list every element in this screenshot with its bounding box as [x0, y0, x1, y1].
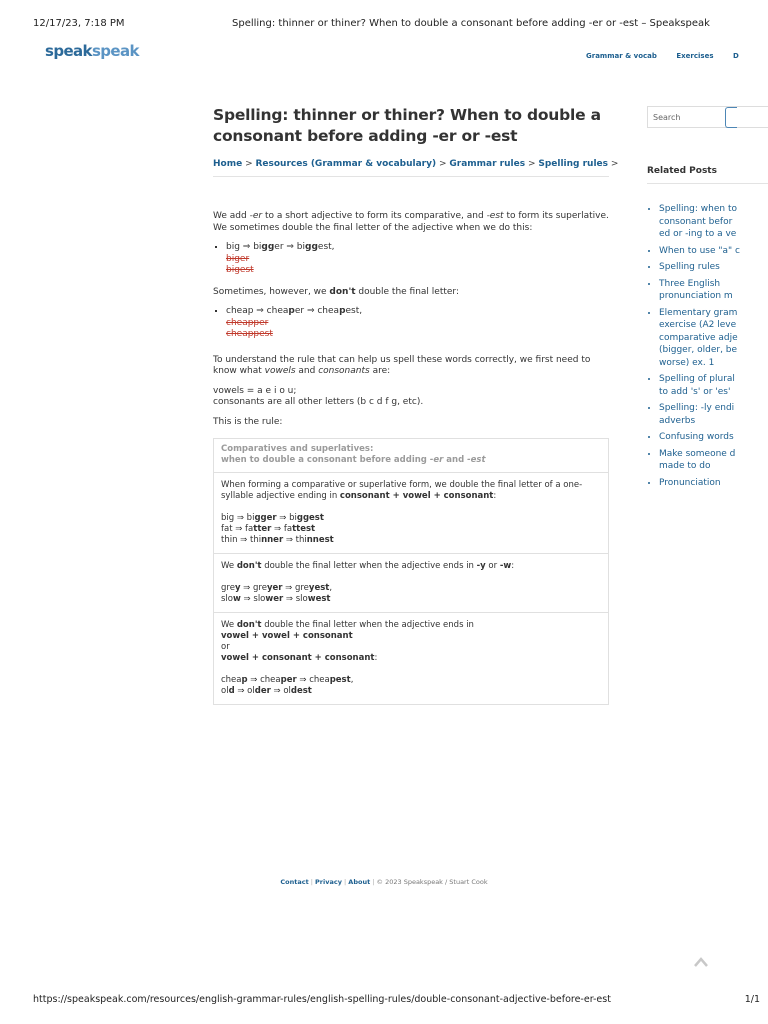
- print-header: [0, 18, 768, 32]
- text: -est: [486, 211, 504, 221]
- text: ⇒ chea: [247, 675, 281, 685]
- text: -er: [249, 211, 263, 221]
- text: p: [339, 306, 346, 316]
- text: dest: [290, 686, 312, 696]
- text: wer: [265, 594, 284, 604]
- nav-exercises[interactable]: Exercises: [676, 52, 714, 60]
- understand-paragraph: [213, 355, 609, 378]
- divider: [647, 183, 768, 184]
- text: nnest: [306, 535, 334, 545]
- text: er ⇒ chea: [294, 306, 340, 316]
- related-post-link[interactable]: • When to use "a" c: [659, 245, 768, 258]
- text: consonant + vowel + consonant: [339, 491, 494, 501]
- footer-contact-link[interactable]: Contact: [280, 878, 309, 886]
- text: To understand the rule that can help us spell these words correctly, we first need to know what: [213, 354, 591, 376]
- text: ggest: [296, 513, 324, 523]
- text: double the final letter:: [355, 286, 459, 297]
- nav-more[interactable]: D: [732, 52, 739, 60]
- text: -w: [499, 561, 512, 571]
- example-list-big: [226, 242, 609, 277]
- text: are:: [369, 366, 391, 376]
- logo-part1: speak: [45, 42, 92, 60]
- text: tter: [253, 524, 272, 534]
- text: d: [228, 686, 235, 696]
- footer-sep: |: [370, 878, 377, 886]
- text: ⇒ fa: [271, 524, 293, 534]
- related-post-link[interactable]: • Three English pronunciation m: [659, 278, 768, 303]
- text: est,: [317, 242, 335, 252]
- related-post-link[interactable]: • Make someone d made to do: [659, 448, 768, 473]
- text: don't: [236, 561, 262, 571]
- text: when to double a consonant before adding: [221, 455, 430, 465]
- text: ⇒ slo: [283, 594, 308, 604]
- related-post-link[interactable]: • Spelling: -ly endi adverbs: [659, 402, 768, 427]
- wrong-spelling: cheapper: [226, 317, 269, 328]
- text: -er: [429, 455, 444, 465]
- example-list-cheap: [226, 306, 609, 341]
- search-box: [647, 106, 768, 128]
- text: Comparatives and superlatives:: [221, 444, 374, 454]
- text: ,: [350, 675, 354, 685]
- related-post-link[interactable]: • Pronunciation: [659, 477, 768, 490]
- text: ⇒ bi: [276, 513, 297, 523]
- text: gg: [305, 242, 318, 252]
- text: gger: [254, 513, 277, 523]
- text: ,: [329, 583, 333, 593]
- text: We: [221, 620, 237, 630]
- text: fat ⇒ fa: [221, 524, 254, 534]
- intro-paragraph: [213, 211, 609, 234]
- wrong-spelling: cheappest: [226, 329, 273, 339]
- breadcrumb-grammar-rules[interactable]: Grammar rules: [449, 159, 526, 169]
- text: chea: [221, 675, 242, 685]
- text: ⇒ ol: [234, 686, 255, 696]
- text: per: [280, 675, 297, 685]
- related-post-link[interactable]: • Spelling of plural to add 's' or 'es': [659, 373, 768, 398]
- wrong-spelling: biger: [226, 253, 250, 264]
- breadcrumb-home[interactable]: Home: [213, 159, 243, 169]
- related-post-link[interactable]: • Spelling rules: [659, 261, 768, 274]
- text: ⇒ chea: [296, 675, 330, 685]
- related-posts-title: Related Posts: [647, 166, 717, 176]
- text: and: [443, 455, 468, 465]
- site-logo[interactable]: [45, 42, 139, 60]
- related-post-link[interactable]: • Spelling: when to consonant befor ed or -ing to a ve: [659, 203, 768, 241]
- text: don't: [329, 286, 356, 297]
- top-nav: [586, 52, 756, 60]
- text: p: [288, 306, 295, 316]
- text: :: [374, 653, 378, 663]
- text: nner: [261, 535, 284, 545]
- breadcrumb-sep: >: [242, 159, 256, 169]
- list-item: [226, 242, 609, 277]
- text: ⇒ ol: [270, 686, 291, 696]
- text: or: [485, 561, 500, 571]
- footer-sep: |: [341, 878, 349, 886]
- text: er ⇒ bi: [274, 242, 306, 252]
- rule-row: [214, 554, 608, 613]
- text: slo: [221, 594, 233, 604]
- print-date: 12/17/23, 7:18 PM: [33, 18, 125, 29]
- text: ⇒ slo: [240, 594, 266, 604]
- text: ol: [221, 686, 229, 696]
- text: don't: [236, 620, 262, 630]
- text: consonants: [318, 366, 370, 376]
- text: cheap ⇒ chea: [226, 306, 289, 316]
- footer-about-link[interactable]: About: [348, 878, 371, 886]
- text: y: [234, 583, 241, 593]
- text: gg: [261, 242, 275, 252]
- text: ⇒ gre: [282, 583, 309, 593]
- text: est,: [345, 306, 363, 316]
- text: pest: [329, 675, 351, 685]
- chevron-up-icon[interactable]: [694, 956, 708, 968]
- related-posts: [647, 203, 768, 493]
- text: p: [241, 675, 248, 685]
- text: We add: [213, 211, 250, 221]
- breadcrumb-sep: >: [525, 159, 539, 169]
- nav-grammar-vocab[interactable]: Grammar & vocab: [586, 52, 657, 60]
- text: big ⇒ bi: [221, 513, 255, 523]
- print-url: https://speakspeak.com/resources/english-grammar-rules/english-spelling-rules/double-consonant-adjective-before-er-est: [33, 994, 611, 1005]
- text: to a short adjective to form its comparative, and: [262, 211, 487, 221]
- print-title: Spelling: thinner or thiner? When to double a consonant before adding -er or -est – Speakspeak: [232, 18, 710, 29]
- logo-part2: speak: [91, 42, 139, 60]
- text: consonants are all other letters (b c d f g, etc).: [213, 397, 424, 407]
- text: or: [221, 642, 230, 652]
- text: yer: [266, 583, 283, 593]
- breadcrumb: [213, 159, 619, 177]
- text: vowel + vowel + consonant: [221, 631, 353, 641]
- text: der: [254, 686, 271, 696]
- search-button[interactable]: [725, 107, 737, 128]
- this-is-the-rule: This is the rule:: [213, 416, 283, 427]
- text: We: [221, 561, 237, 571]
- related-post-link[interactable]: • Confusing words: [659, 431, 768, 444]
- page-title: Spelling: thinner or thiner? When to double a consonant before adding -er or -est: [213, 106, 601, 145]
- text: west: [307, 594, 331, 604]
- text: vowels: [264, 366, 296, 376]
- text: -est: [467, 455, 486, 465]
- text: ⇒ gre: [240, 583, 267, 593]
- text: double the final letter when the adjective ends in: [261, 561, 477, 571]
- footer-sep: |: [308, 878, 316, 886]
- article-body: [213, 211, 609, 705]
- text: Sometimes, however, we: [213, 286, 330, 297]
- list-item: [226, 306, 609, 341]
- text: :: [511, 561, 515, 571]
- text: When forming a comparative or superlative form, we double the final letter of a one-syllable adjective ending in: [221, 480, 583, 501]
- text: big ⇒ bi: [226, 242, 262, 252]
- breadcrumb-resources[interactable]: Resources (Grammar & vocabulary): [255, 159, 437, 169]
- print-page-number: 1/1: [744, 994, 760, 1005]
- breadcrumb-tail: >: [608, 159, 619, 169]
- breadcrumb-spelling-rules[interactable]: Spelling rules: [538, 159, 609, 169]
- search-input[interactable]: Search: [653, 113, 681, 122]
- vowels-consonants: [213, 386, 609, 409]
- breadcrumb-sep: >: [436, 159, 450, 169]
- text: ttest: [292, 524, 316, 534]
- site-footer: [0, 878, 768, 886]
- sometimes-paragraph: [213, 287, 609, 299]
- text: vowels = a e i o u;: [213, 385, 297, 396]
- rule-row: [214, 613, 608, 704]
- rules-box-heading: [214, 439, 608, 473]
- text: double the final letter when the adjective ends in: [261, 620, 474, 630]
- text: :: [493, 491, 497, 501]
- text: ⇒ thi: [283, 535, 307, 545]
- wrong-spelling: bigest: [226, 265, 254, 275]
- footer-copyright: © 2023 Speakspeak / Stuart Cook: [376, 878, 488, 886]
- article: [213, 105, 619, 705]
- text: and: [295, 366, 319, 376]
- text: to form its superlative. We sometimes double the final letter of the adjective when we do this:: [213, 211, 609, 233]
- print-footer: [0, 994, 768, 1008]
- text: thin ⇒ thi: [221, 535, 262, 545]
- text: -y: [476, 561, 486, 571]
- text: w: [233, 594, 241, 604]
- rule-row: [214, 473, 608, 554]
- footer-privacy-link[interactable]: Privacy: [315, 878, 342, 886]
- text: yest: [308, 583, 330, 593]
- text: vowel + consonant + consonant: [221, 653, 375, 663]
- rules-box: [213, 438, 609, 705]
- related-post-link[interactable]: • Elementary gram exercise (A2 leve comparative adje (bigger, older, be worse) ex. 1: [659, 307, 768, 370]
- text: gre: [221, 583, 235, 593]
